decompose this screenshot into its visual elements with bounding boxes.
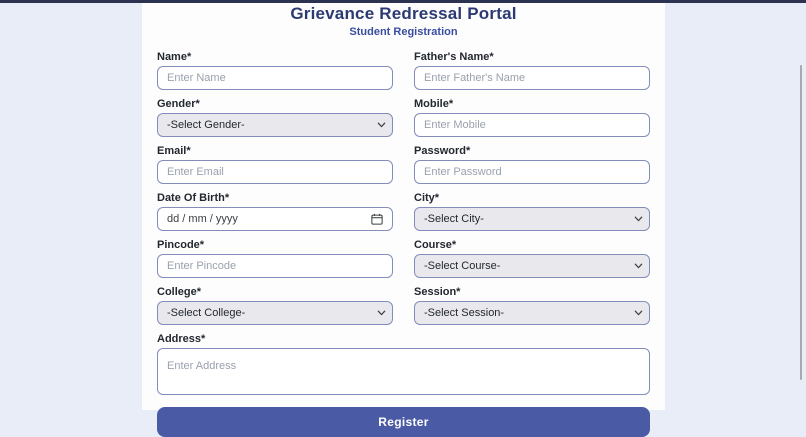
email-label: Email*	[157, 145, 191, 157]
field-password	[414, 145, 650, 184]
college-select[interactable]	[157, 301, 393, 325]
calendar-icon[interactable]	[371, 213, 383, 225]
gender-label: Gender*	[157, 98, 200, 110]
scrollbar-thumb[interactable]	[800, 65, 802, 380]
dob-value: dd / mm / yyyy	[167, 213, 238, 225]
top-border	[0, 0, 806, 3]
name-input[interactable]	[157, 66, 393, 90]
field-session	[414, 286, 650, 325]
registration-card	[142, 3, 665, 429]
field-city	[414, 192, 650, 231]
email-input[interactable]	[157, 160, 393, 184]
address-label: Address*	[157, 333, 206, 345]
session-select[interactable]	[414, 301, 650, 325]
city-label: City*	[414, 192, 440, 204]
field-college	[157, 286, 393, 325]
gender-select[interactable]	[157, 113, 393, 137]
page-subtitle: Student Registration	[349, 26, 458, 38]
register-button[interactable]: Register	[157, 407, 650, 437]
session-label: Session*	[414, 286, 461, 298]
field-mobile	[414, 98, 650, 137]
mobile-input[interactable]	[414, 113, 650, 137]
address-textarea[interactable]	[157, 348, 650, 395]
dob-label: Date Of Birth*	[157, 192, 230, 204]
dob-input[interactable]	[157, 207, 393, 231]
field-address	[157, 333, 650, 395]
field-pincode	[157, 239, 393, 278]
field-gender	[157, 98, 393, 137]
student-registration-form	[157, 51, 650, 437]
field-name	[157, 51, 393, 90]
password-input[interactable]	[414, 160, 650, 184]
field-dob	[157, 192, 393, 231]
page-title: Grievance Redressal Portal	[290, 4, 517, 23]
field-course	[414, 239, 650, 278]
father-name-label: Father's Name*	[414, 51, 494, 63]
mobile-label: Mobile*	[414, 98, 454, 110]
name-label: Name*	[157, 51, 192, 63]
course-select[interactable]	[414, 254, 650, 278]
field-email	[157, 145, 393, 184]
pincode-input[interactable]	[157, 254, 393, 278]
password-label: Password*	[414, 145, 471, 157]
pincode-label: Pincode*	[157, 239, 205, 251]
college-label: College*	[157, 286, 202, 298]
father-name-input[interactable]	[414, 66, 650, 90]
course-label: Course*	[414, 239, 457, 251]
city-select[interactable]	[414, 207, 650, 231]
scrollbar[interactable]	[800, 0, 806, 410]
field-father-name	[414, 51, 650, 90]
